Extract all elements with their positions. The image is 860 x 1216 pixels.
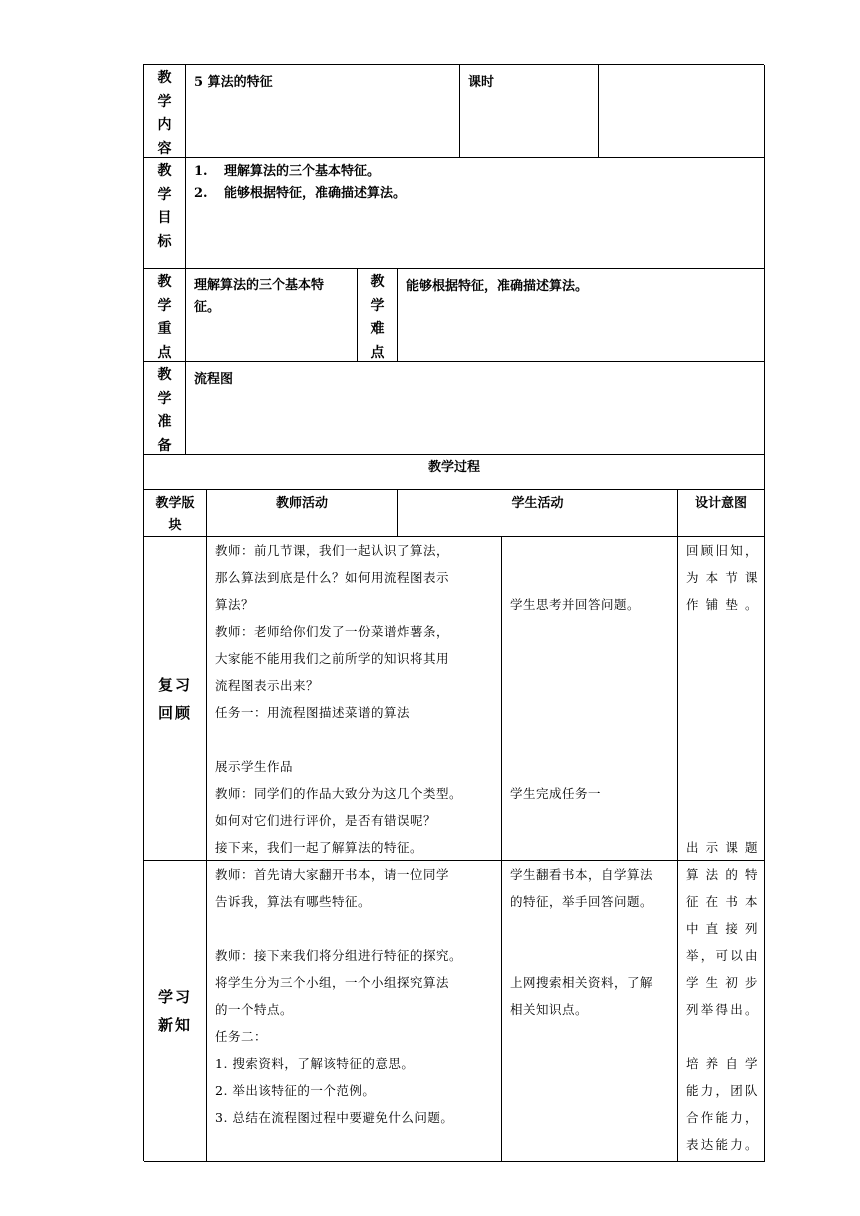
teacher-line: 将学生分为三个小组，一个小组探究算法	[215, 975, 450, 990]
student-line: 学生思考并回答问题。	[510, 597, 641, 612]
keypoints-label	[144, 269, 186, 362]
goals-label	[144, 158, 186, 269]
student-line	[510, 1104, 677, 1131]
student-line	[510, 915, 677, 942]
student-line	[510, 807, 677, 834]
label-char: 目	[157, 210, 172, 226]
intent-line: 算法的特	[686, 867, 758, 882]
teacher-line: 教师：接下来我们将分组进行特征的探究。	[215, 948, 463, 963]
label-char: 重	[157, 321, 172, 337]
lesson-title: 5 算法的特征	[186, 65, 460, 158]
header-module: 教学版 块	[144, 490, 207, 537]
intent-line: 能力，团队	[686, 1083, 758, 1098]
label-char: 标	[157, 233, 172, 250]
student-line: 上网搜索相关资料，了解	[510, 975, 654, 990]
teacher-line: 教师：老师给你们发了一份菜谱炸薯条，	[215, 624, 450, 639]
teacher-line	[215, 915, 501, 942]
teacher-line: 大家能不能用我们之前所学的知识将其用	[215, 651, 450, 666]
student-line	[510, 726, 677, 753]
student-line	[510, 699, 677, 726]
intent-line: 举，可以由	[686, 948, 758, 963]
intent-line	[686, 672, 758, 699]
prep-content: 流程图	[186, 362, 765, 455]
lesson-plan-table	[143, 64, 764, 1161]
student-line: 的特征，举手回答问题。	[510, 894, 654, 909]
intent-line: 征在书本	[686, 894, 758, 909]
label-char: 点	[370, 344, 385, 361]
intent-line: 回顾旧知，	[686, 543, 758, 558]
hours-value	[599, 65, 765, 158]
teacher-line	[215, 726, 501, 753]
label-char: 难	[370, 321, 385, 337]
student-line: 学生完成任务一	[510, 786, 602, 801]
student-line	[510, 618, 677, 645]
intent-line	[686, 726, 758, 753]
intent-line: 表达能力。	[686, 1137, 758, 1152]
intent-line: 出示课题	[686, 840, 758, 855]
label-char: 备	[157, 437, 172, 454]
section-review-name: 复习 回顾	[144, 537, 207, 861]
label-char: 学	[157, 390, 172, 407]
prep-label	[144, 362, 186, 455]
teacher-line: 算法？	[215, 597, 255, 612]
label-char: 点	[157, 344, 172, 361]
label-char: 容	[157, 140, 172, 157]
teacher-line: 流程图表示出来？	[215, 678, 320, 693]
student-line	[510, 672, 677, 699]
teacher-line: 2. 举出该特征的一个范例。	[215, 1083, 376, 1098]
section-review-intent	[678, 537, 765, 861]
teacher-line: 1. 搜索资料，了解该特征的意思。	[215, 1056, 415, 1071]
intent-line	[686, 807, 758, 834]
section-review-student	[502, 537, 678, 861]
label-char: 教	[157, 70, 172, 86]
label-char: 准	[157, 414, 172, 430]
header-intent: 设计意图	[678, 490, 765, 537]
intent-line: 中直接列	[686, 921, 758, 936]
label-char: 学	[157, 297, 172, 314]
header-student: 学生活动	[398, 490, 678, 537]
goals-list	[194, 161, 764, 205]
header-teacher: 教师活动	[207, 490, 398, 537]
teacher-line: 任务二：	[215, 1029, 268, 1044]
teacher-line: 如何对它们进行评价，是否有错误呢？	[215, 813, 437, 828]
intent-line: 学生初步	[686, 975, 758, 990]
teacher-line: 接下来，我们一起了解算法的特征。	[215, 840, 424, 855]
student-line	[510, 1023, 677, 1050]
intent-line	[686, 645, 758, 672]
label-char: 教	[157, 163, 172, 179]
teacher-line: 教师：首先请大家翻开书本，请一位同学	[215, 867, 450, 882]
student-line	[510, 753, 677, 780]
section-learn-student	[502, 861, 678, 1162]
difficulty-content: 能够根据特征，准确描述算法。	[398, 269, 765, 362]
intent-line: 作铺垫。	[686, 597, 758, 612]
teacher-line: 那么算法到底是什么？如何用流程图表示	[215, 570, 450, 585]
teacher-line: 任务一：用流程图描述菜谱的算法	[215, 705, 411, 720]
teacher-line: 3. 总结在流程图过程中要避免什么问题。	[215, 1110, 454, 1125]
intent-line: 合作能力，	[686, 1110, 758, 1125]
label-char: 教	[370, 274, 385, 290]
student-line: 学生翻看书本，自学算法	[510, 867, 654, 882]
goals-content	[186, 158, 765, 269]
label-char: 学	[370, 297, 385, 314]
intent-line	[686, 618, 758, 645]
student-line: 相关知识点。	[510, 1002, 589, 1017]
keypoints-content: 理解算法的三个基本特 征。	[186, 269, 358, 362]
difficulty-label	[358, 269, 398, 362]
section-learn-name: 学习 新知	[144, 861, 207, 1162]
hours-label: 课时	[460, 65, 599, 158]
intent-line	[686, 1023, 758, 1050]
student-line	[510, 942, 677, 969]
section-learn-teacher	[207, 861, 502, 1162]
teacher-line: 展示学生作品	[215, 759, 294, 774]
process-title: 教学过程	[144, 455, 765, 490]
teacher-line: 教师：前几节课，我们一起认识了算法，	[215, 543, 450, 558]
student-line	[510, 834, 677, 861]
goal-item: 2. 能够根据特征，准确描述算法。	[194, 186, 407, 201]
teacher-line: 的一个特点。	[215, 1002, 294, 1017]
label-char: 学	[157, 93, 172, 110]
content-label	[144, 65, 186, 158]
student-line	[510, 1077, 677, 1104]
teacher-line: 告诉我，算法有哪些特征。	[215, 894, 372, 909]
label-char: 学	[157, 186, 172, 203]
student-line	[510, 1050, 677, 1077]
label-char: 内	[157, 117, 172, 133]
student-line	[510, 645, 677, 672]
student-line	[510, 564, 677, 591]
teacher-line: 教师：同学们的作品大致分为这几个类型。	[215, 786, 463, 801]
label-char: 教	[157, 274, 172, 290]
section-review-teacher	[207, 537, 502, 861]
intent-line: 列举得出。	[686, 1002, 758, 1017]
intent-line: 为本节课	[686, 570, 758, 585]
intent-line	[686, 780, 758, 807]
student-line	[510, 537, 677, 564]
intent-line	[686, 753, 758, 780]
section-learn-intent	[678, 861, 765, 1162]
intent-line	[686, 699, 758, 726]
goal-item: 1. 理解算法的三个基本特征。	[194, 164, 381, 179]
intent-line: 培养自学	[686, 1056, 758, 1071]
label-char: 教	[157, 367, 172, 383]
